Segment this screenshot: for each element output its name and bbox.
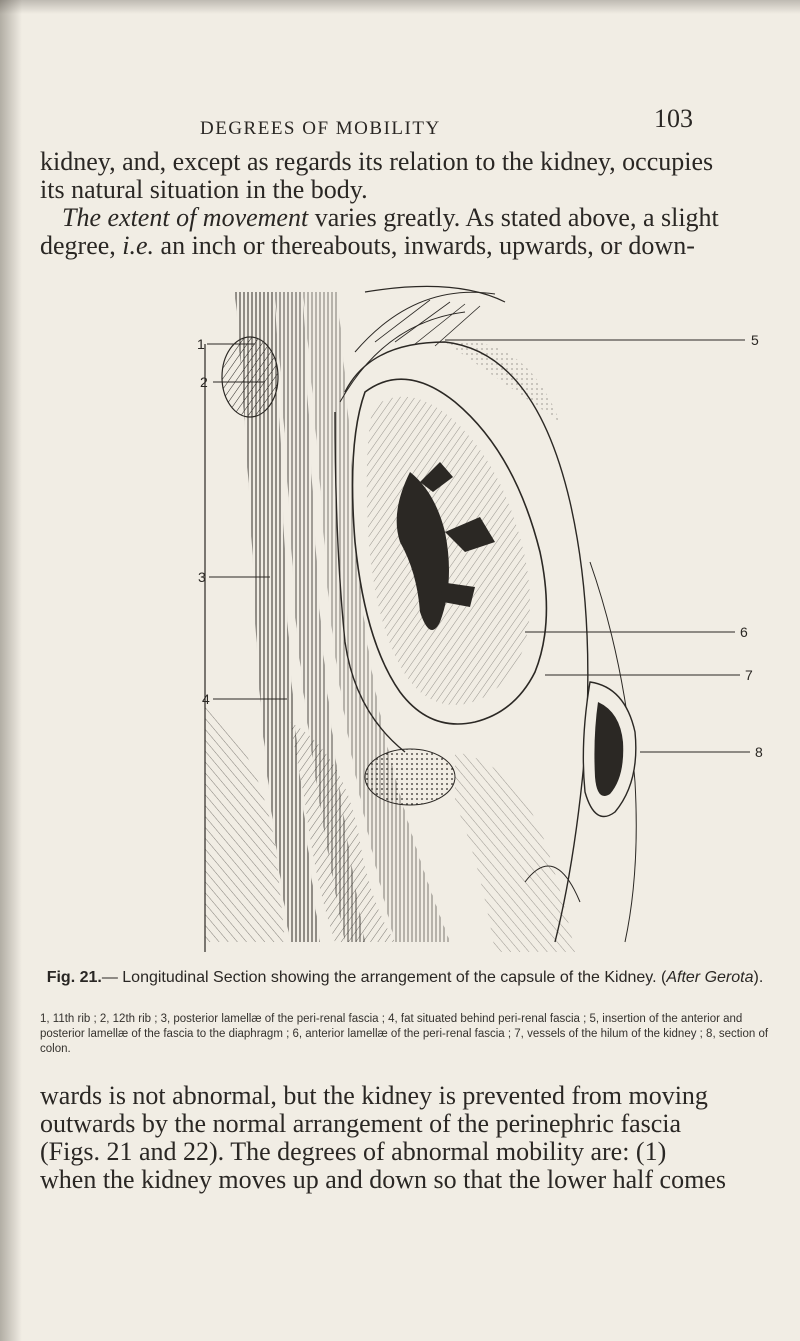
figure-label-1: 1 <box>197 336 205 352</box>
paragraph-2-line-3: (Figs. 21 and 22). The degrees of abnormal mobility are: (1) <box>40 1137 667 1166</box>
figure-attribution: After Gerota <box>666 969 754 986</box>
paragraph-2-line-4: when the kidney moves up and down so that the lower half comes <box>40 1165 726 1194</box>
anatomical-figure <box>195 282 780 958</box>
lower-viscera <box>455 752 580 952</box>
paragraph-1-line-4 <box>40 232 775 260</box>
page-number: 103 <box>654 104 693 133</box>
figure-attribution-close: ). <box>753 969 764 986</box>
figure-legend: 1, 11th rib ; 2, 12th rib ; 3, posterior lamellæ of the peri-renal fascia ; 4, fat situated behind peri-renal fascia ; 5, insertion of the anterior and posterior lamellæ of the fascia to the diaphragm ; 6, anterior lamellæ of the peri-renal fascia ; 7, vessels of the hilum of the kidney ; 8, section of colon. <box>40 1013 769 1055</box>
figure-number: Fig. 21. <box>46 969 102 986</box>
figure-label-5: 5 <box>751 332 759 348</box>
italic-phrase: The extent of movement <box>62 203 309 232</box>
paragraph-1 <box>40 148 775 260</box>
running-head: DEGREES OF MOBILITY <box>200 118 441 139</box>
paragraph-2-line-2: outwards by the normal arrangement of the perinephric fascia <box>40 1109 682 1138</box>
figure-label-8: 8 <box>755 744 763 760</box>
paragraph-1-line-4-start: degree, <box>40 231 123 260</box>
figure-label-2: 2 <box>200 374 208 390</box>
figure-label-4: 4 <box>202 691 210 707</box>
kidney-section-illustration <box>195 282 780 958</box>
colon-section <box>583 682 636 817</box>
figure-label-6: 6 <box>740 624 748 640</box>
figure-label-7: 7 <box>745 667 753 683</box>
paragraph-1-line-3 <box>40 204 775 232</box>
page-top-shadow <box>0 0 800 14</box>
paragraph-1-line-2: its natural situation in the body. <box>40 175 368 204</box>
paragraph-2 <box>40 1082 775 1194</box>
figure-attribution-open: ( <box>661 969 667 986</box>
figure-label-3: 3 <box>198 569 206 585</box>
italic-ie: i.e. <box>122 231 155 260</box>
paragraph-2-line-1: wards is not abnormal, but the kidney is prevented from moving <box>40 1081 708 1110</box>
paragraph-1-line-3-rest: varies greatly. As stated above, a slight <box>308 203 719 232</box>
figure-caption-title: — Longitudinal Section showing the arrangement of the capsule of the Kidney. <box>101 969 657 986</box>
page-edge-shadow <box>0 0 22 1341</box>
figure-caption <box>40 968 770 988</box>
paragraph-1-line-4-rest: an inch or thereabouts, inwards, upwards, or down- <box>154 231 695 260</box>
kidney <box>353 379 547 724</box>
paragraph-1-line-1: kidney, and, except as regards its relation to the kidney, occupies <box>40 147 714 176</box>
